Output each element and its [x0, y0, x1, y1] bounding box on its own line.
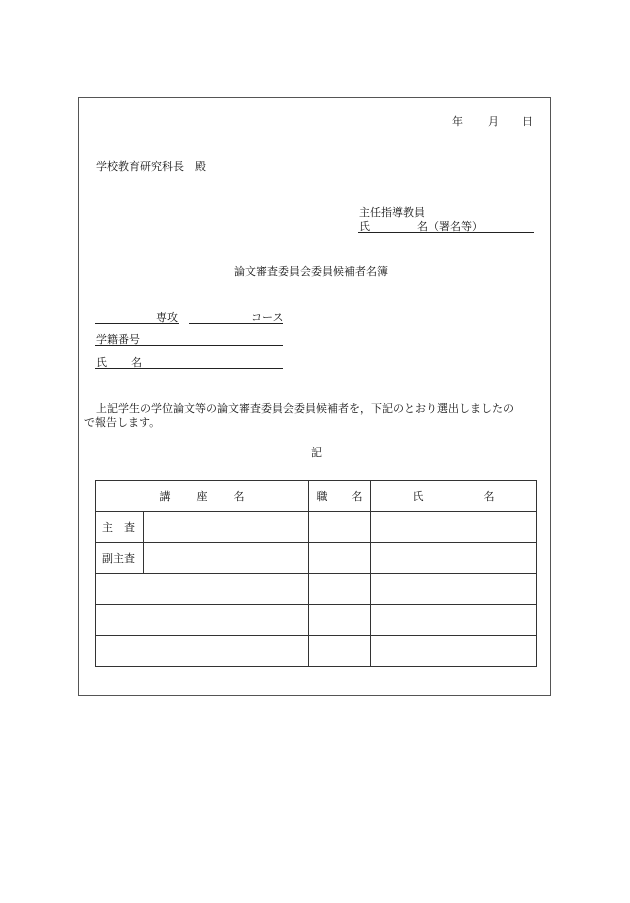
lecture-cell[interactable] — [144, 512, 309, 543]
student-id-line[interactable] — [95, 345, 283, 346]
table-row — [96, 512, 537, 543]
major-label: 専攻 — [156, 311, 178, 324]
position-cell[interactable] — [309, 574, 371, 605]
course-label: コース — [251, 311, 284, 324]
date-month-label: 月 — [488, 115, 499, 128]
sender-role: 主任指導教員 — [359, 206, 425, 219]
committee-table — [95, 480, 537, 667]
row-role-label: 主 査 — [96, 512, 144, 543]
header-name: 氏 名 — [371, 481, 537, 512]
table-header-row — [96, 481, 537, 512]
document-title: 論文審査委員会委員候補者名簿 — [234, 265, 388, 278]
date-year-label: 年 — [452, 115, 463, 128]
name-cell[interactable] — [371, 543, 537, 574]
position-cell[interactable] — [309, 543, 371, 574]
table-row — [96, 574, 537, 605]
ki-heading: 記 — [311, 446, 322, 459]
sender-name-label-2: 名（署名等） — [417, 220, 483, 233]
date-day-label: 日 — [522, 115, 533, 128]
student-name-label-1: 氏 — [96, 356, 107, 369]
sender-name-label-1: 氏 — [359, 220, 370, 233]
body-text-line-2: で報告します。 — [84, 416, 161, 429]
row-role-label: 副主査 — [96, 543, 144, 574]
name-cell[interactable] — [371, 574, 537, 605]
student-name-label-2: 名 — [131, 356, 142, 369]
body-text-line-1: 上記学生の学位論文等の論文審査委員会委員候補者を，下記のとおり選出しましたの — [96, 402, 514, 415]
name-cell[interactable] — [371, 605, 537, 636]
header-lecture: 講 座 名 — [96, 481, 309, 512]
header-position: 職 名 — [309, 481, 371, 512]
position-cell[interactable] — [309, 605, 371, 636]
name-cell[interactable] — [371, 636, 537, 667]
lecture-cell[interactable] — [96, 605, 309, 636]
position-cell[interactable] — [309, 636, 371, 667]
student-id-label: 学籍番号 — [96, 333, 140, 346]
table-row — [96, 543, 537, 574]
sender-name-line[interactable] — [358, 232, 534, 233]
position-cell[interactable] — [309, 512, 371, 543]
student-name-line[interactable] — [95, 368, 283, 369]
lecture-cell[interactable] — [144, 543, 309, 574]
table-row — [96, 636, 537, 667]
addressee: 学校教育研究科長 殿 — [96, 160, 206, 173]
lecture-cell[interactable] — [96, 636, 309, 667]
table-row — [96, 605, 537, 636]
name-cell[interactable] — [371, 512, 537, 543]
lecture-cell[interactable] — [96, 574, 309, 605]
